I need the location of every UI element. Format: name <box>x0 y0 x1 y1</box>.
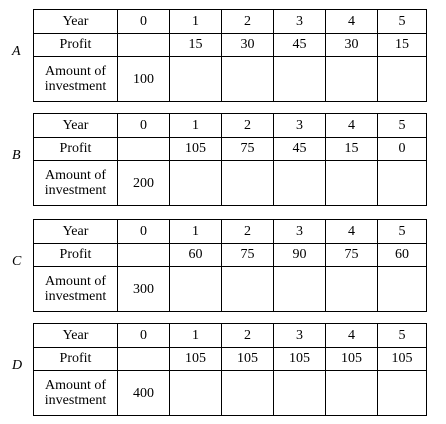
year-cell: 4 <box>326 324 378 348</box>
empty-cell <box>170 267 222 312</box>
profit-cell <box>118 347 170 371</box>
profit-cell: 105 <box>170 347 222 371</box>
profit-cell: 105 <box>326 347 378 371</box>
empty-cell <box>222 57 274 102</box>
investment-row <box>34 371 427 416</box>
profit-cell: 105 <box>170 137 222 161</box>
profit-cell: 30 <box>326 33 378 57</box>
empty-cell <box>326 267 378 312</box>
empty-cell <box>378 371 427 416</box>
empty-cell <box>222 267 274 312</box>
year-cell: 0 <box>118 220 170 244</box>
investment-row <box>34 57 427 102</box>
empty-cell <box>170 161 222 206</box>
project-block-d <box>0 323 446 419</box>
profit-cell: 105 <box>274 347 326 371</box>
empty-cell <box>274 267 326 312</box>
profit-row <box>34 243 427 267</box>
profit-header: Profit <box>34 137 118 161</box>
project-label: D <box>12 358 23 373</box>
project-table <box>33 323 427 416</box>
year-header: Year <box>34 220 118 244</box>
year-row <box>34 220 427 244</box>
profit-row <box>34 137 427 161</box>
project-block-b <box>0 113 446 209</box>
profit-header: Profit <box>34 243 118 267</box>
year-cell: 1 <box>170 324 222 348</box>
empty-cell <box>222 371 274 416</box>
profit-cell: 15 <box>378 33 427 57</box>
year-cell: 0 <box>118 114 170 138</box>
project-block-a <box>0 9 446 105</box>
year-row <box>34 114 427 138</box>
year-cell: 5 <box>378 114 427 138</box>
investment-header-line1: Amount of <box>44 64 107 80</box>
year-cell: 3 <box>274 220 326 244</box>
project-label: C <box>12 254 22 269</box>
profit-cell: 15 <box>170 33 222 57</box>
project-table <box>33 113 427 206</box>
profit-cell: 75 <box>222 137 274 161</box>
profit-cell: 45 <box>274 33 326 57</box>
year-cell: 5 <box>378 324 427 348</box>
profit-header: Profit <box>34 347 118 371</box>
profit-cell: 105 <box>378 347 427 371</box>
project-label: A <box>12 44 21 59</box>
profit-header: Profit <box>34 33 118 57</box>
year-cell: 3 <box>274 10 326 34</box>
investment-header-line2: investment <box>44 289 107 305</box>
profit-cell <box>118 243 170 267</box>
empty-cell <box>222 161 274 206</box>
investment-header-line1: Amount of <box>44 274 107 290</box>
profit-cell: 90 <box>274 243 326 267</box>
profit-cell: 15 <box>326 137 378 161</box>
project-label: B <box>12 148 21 163</box>
investment-header-line2: investment <box>44 183 107 199</box>
investment-row <box>34 161 427 206</box>
profit-cell: 60 <box>378 243 427 267</box>
year-header: Year <box>34 10 118 34</box>
profit-cell: 30 <box>222 33 274 57</box>
year-cell: 3 <box>274 114 326 138</box>
year-cell: 5 <box>378 220 427 244</box>
year-cell: 0 <box>118 324 170 348</box>
empty-cell <box>326 371 378 416</box>
year-row <box>34 324 427 348</box>
year-header: Year <box>34 324 118 348</box>
year-cell: 0 <box>118 10 170 34</box>
project-table <box>33 9 427 102</box>
empty-cell <box>274 371 326 416</box>
profit-cell: 75 <box>222 243 274 267</box>
investment-header <box>34 161 118 206</box>
empty-cell <box>170 57 222 102</box>
year-cell: 2 <box>222 10 274 34</box>
empty-cell <box>378 161 427 206</box>
year-cell: 2 <box>222 324 274 348</box>
investment-cell: 100 <box>118 57 170 102</box>
investment-header <box>34 371 118 416</box>
investment-cell: 400 <box>118 371 170 416</box>
profit-row <box>34 347 427 371</box>
project-block-c <box>0 219 446 315</box>
profit-cell: 60 <box>170 243 222 267</box>
profit-cell: 0 <box>378 137 427 161</box>
empty-cell <box>326 57 378 102</box>
investment-header-line2: investment <box>44 79 107 95</box>
profit-cell <box>118 33 170 57</box>
year-row <box>34 10 427 34</box>
investment-header-line1: Amount of <box>44 168 107 184</box>
year-cell: 4 <box>326 220 378 244</box>
empty-cell <box>274 57 326 102</box>
empty-cell <box>378 57 427 102</box>
empty-cell <box>274 161 326 206</box>
project-table <box>33 219 427 312</box>
investment-header-line1: Amount of <box>44 378 107 394</box>
profit-cell <box>118 137 170 161</box>
year-cell: 2 <box>222 114 274 138</box>
profit-cell: 105 <box>222 347 274 371</box>
year-cell: 4 <box>326 10 378 34</box>
empty-cell <box>326 161 378 206</box>
year-cell: 1 <box>170 114 222 138</box>
investment-row <box>34 267 427 312</box>
profit-cell: 45 <box>274 137 326 161</box>
profit-row <box>34 33 427 57</box>
year-cell: 1 <box>170 10 222 34</box>
year-cell: 4 <box>326 114 378 138</box>
year-cell: 2 <box>222 220 274 244</box>
profit-cell: 75 <box>326 243 378 267</box>
investment-header <box>34 267 118 312</box>
empty-cell <box>378 267 427 312</box>
year-header: Year <box>34 114 118 138</box>
year-cell: 5 <box>378 10 427 34</box>
investment-cell: 300 <box>118 267 170 312</box>
empty-cell <box>170 371 222 416</box>
investment-header-line2: investment <box>44 393 107 409</box>
investment-header <box>34 57 118 102</box>
investment-cell: 200 <box>118 161 170 206</box>
year-cell: 3 <box>274 324 326 348</box>
year-cell: 1 <box>170 220 222 244</box>
